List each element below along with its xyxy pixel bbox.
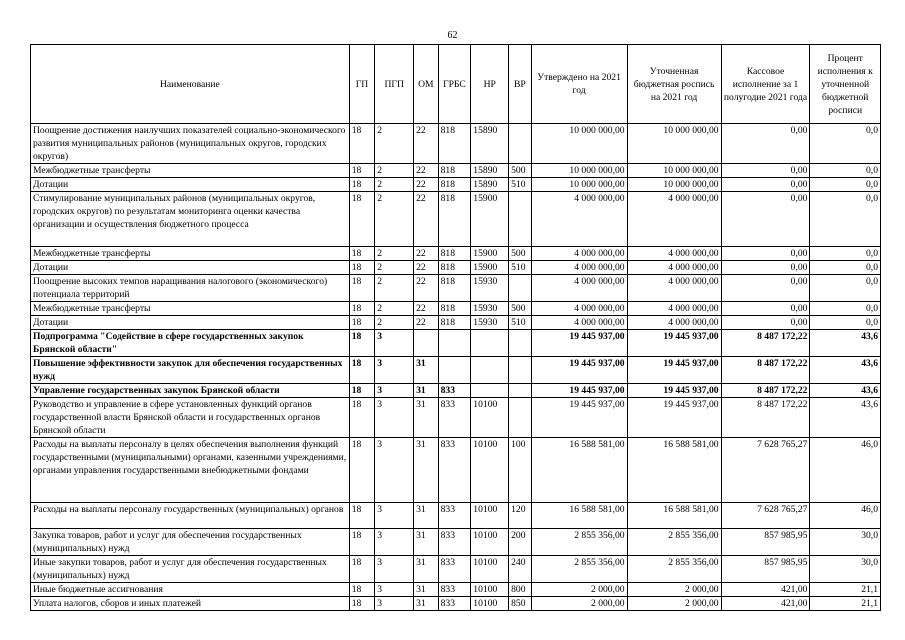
cell-approved: 2 855 356,00 [531,529,627,556]
header-om: ОМ [414,45,439,124]
cell-cash: 0,00 [721,178,810,192]
cell-np: 10100 [471,583,509,597]
cell-pgp: 2 [375,164,414,178]
cell-vr: 100 [509,438,531,503]
cell-np: 10100 [471,438,509,503]
cell-cash: 0,00 [721,247,810,261]
cell-grbs: 818 [438,178,471,192]
cell-om: 31 [414,398,439,438]
cell-om [414,330,439,357]
cell-pgp: 3 [375,330,414,357]
cell-gp: 18 [349,503,375,529]
cell-gp: 18 [349,261,375,275]
cell-np: 10100 [471,556,509,583]
cell-cash: 421,00 [721,597,810,611]
cell-vr [509,357,531,384]
cell-cash: 0,00 [721,275,810,302]
cell-name: Дотации [31,261,350,275]
cell-approved: 4 000 000,00 [531,316,627,330]
cell-percent: 0,0 [810,124,881,164]
cell-om: 22 [414,316,439,330]
cell-pgp: 2 [375,302,414,316]
cell-pgp: 2 [375,316,414,330]
cell-approved: 4 000 000,00 [531,275,627,302]
cell-approved: 2 000,00 [531,597,627,611]
cell-grbs: 818 [438,247,471,261]
cell-om: 22 [414,302,439,316]
table-row [31,384,881,398]
cell-refined: 4 000 000,00 [627,316,721,330]
cell-refined: 4 000 000,00 [627,302,721,316]
cell-refined: 2 855 356,00 [627,556,721,583]
cell-om: 31 [414,503,439,529]
table-row [31,192,881,247]
cell-np: 10100 [471,529,509,556]
cell-approved: 19 445 937,00 [531,384,627,398]
header-vr: ВР [509,45,531,124]
cell-np: 15930 [471,302,509,316]
header-approved: Утверждено на 2021 год [531,45,627,124]
cell-approved: 19 445 937,00 [531,330,627,357]
cell-name: Расходы на выплаты персоналу государственных (муниципальных) органов [31,503,350,529]
cell-pgp: 3 [375,438,414,503]
table-row [31,275,881,302]
cell-vr: 510 [509,178,531,192]
cell-name: Межбюджетные трансферты [31,302,350,316]
cell-grbs: 833 [438,529,471,556]
cell-name: Поощрение достижения наилучших показателей социально-экономического развития муниципальных районов (муниципальных округов, городских округов) [31,124,350,164]
cell-refined: 19 445 937,00 [627,384,721,398]
cell-np: 15890 [471,178,509,192]
cell-grbs: 833 [438,384,471,398]
cell-name: Управление государственных закупок Брянской области [31,384,350,398]
cell-vr: 500 [509,164,531,178]
cell-om: 31 [414,384,439,398]
cell-pgp: 2 [375,192,414,247]
cell-np: 15900 [471,261,509,275]
cell-gp: 18 [349,192,375,247]
cell-vr [509,384,531,398]
cell-approved: 19 445 937,00 [531,357,627,384]
cell-refined: 2 855 356,00 [627,529,721,556]
cell-cash: 8 487 172,22 [721,384,810,398]
cell-name: Дотации [31,178,350,192]
cell-refined: 16 588 581,00 [627,503,721,529]
cell-percent: 30,0 [810,556,881,583]
cell-np: 15900 [471,192,509,247]
cell-percent: 0,0 [810,302,881,316]
cell-percent: 43,6 [810,384,881,398]
cell-pgp: 3 [375,357,414,384]
header-pgp: ПГП [375,45,414,124]
cell-cash: 0,00 [721,124,810,164]
cell-np: 10100 [471,503,509,529]
table-row [31,178,881,192]
table-row [31,316,881,330]
cell-refined: 19 445 937,00 [627,398,721,438]
cell-gp: 18 [349,597,375,611]
cell-om: 22 [414,275,439,302]
cell-gp: 18 [349,398,375,438]
cell-percent: 0,0 [810,247,881,261]
cell-cash: 857 985,95 [721,529,810,556]
header-refined: Уточненная бюджетная роспись на 2021 год [627,45,721,124]
cell-percent: 0,0 [810,164,881,178]
cell-refined: 16 588 581,00 [627,438,721,503]
cell-name: Дотации [31,316,350,330]
header-name: Наименование [31,45,350,124]
cell-cash: 857 985,95 [721,556,810,583]
cell-np: 10100 [471,398,509,438]
cell-grbs: 833 [438,597,471,611]
cell-gp: 18 [349,302,375,316]
cell-om: 22 [414,261,439,275]
cell-name: Закупка товаров, работ и услуг для обеспечения государственных (муниципальных) нужд [31,529,350,556]
header-percent: Процент исполнения к уточненной бюджетной росписи [810,45,881,124]
cell-percent: 0,0 [810,178,881,192]
cell-grbs: 818 [438,275,471,302]
cell-vr: 510 [509,316,531,330]
cell-refined: 4 000 000,00 [627,261,721,275]
cell-vr: 200 [509,529,531,556]
header-row [31,45,881,124]
cell-cash: 0,00 [721,261,810,275]
cell-vr [509,275,531,302]
cell-refined: 4 000 000,00 [627,275,721,302]
cell-cash: 7 628 765,27 [721,438,810,503]
cell-vr: 800 [509,583,531,597]
cell-name: Межбюджетные трансферты [31,164,350,178]
cell-name: Поощрение высоких темпов наращивания налогового (экономического) потенциала территорий [31,275,350,302]
cell-grbs: 818 [438,261,471,275]
table-row [31,529,881,556]
cell-np: 15900 [471,247,509,261]
cell-pgp: 2 [375,247,414,261]
header-grbs: ГРБС [438,45,471,124]
cell-np [471,384,509,398]
cell-percent: 46,0 [810,438,881,503]
cell-np [471,357,509,384]
cell-approved: 2 000,00 [531,583,627,597]
cell-vr [509,330,531,357]
cell-pgp: 3 [375,503,414,529]
cell-vr: 510 [509,261,531,275]
cell-pgp: 3 [375,398,414,438]
cell-gp: 18 [349,357,375,384]
cell-om: 22 [414,164,439,178]
cell-pgp: 3 [375,384,414,398]
cell-gp: 18 [349,316,375,330]
cell-pgp: 3 [375,556,414,583]
cell-name: Стимулирование муниципальных районов (муниципальных округов, городских округов) по результатам мониторинга оценки качества организации и осуществления бюджетного процесса [31,192,350,247]
cell-grbs: 818 [438,164,471,178]
cell-refined: 10 000 000,00 [627,178,721,192]
cell-percent: 43,6 [810,330,881,357]
header-np: НР [471,45,509,124]
cell-pgp: 2 [375,261,414,275]
table-row [31,398,881,438]
cell-gp: 18 [349,556,375,583]
cell-cash: 8 487 172,22 [721,398,810,438]
cell-percent: 21,1 [810,583,881,597]
cell-percent: 0,0 [810,192,881,247]
cell-gp: 18 [349,164,375,178]
cell-name: Расходы на выплаты персоналу в целях обеспечения выполнения функций государственными (муниципальными) органами, казенными учреждениями, органами управления государственными внебюджетными фондами [31,438,350,503]
cell-om: 31 [414,357,439,384]
cell-gp: 18 [349,124,375,164]
cell-approved: 2 855 356,00 [531,556,627,583]
cell-gp: 18 [349,438,375,503]
cell-cash: 8 487 172,22 [721,330,810,357]
cell-refined: 19 445 937,00 [627,330,721,357]
cell-percent: 43,6 [810,398,881,438]
cell-gp: 18 [349,583,375,597]
cell-vr: 240 [509,556,531,583]
cell-vr [509,192,531,247]
cell-gp: 18 [349,178,375,192]
cell-np: 10100 [471,597,509,611]
cell-grbs [438,357,471,384]
cell-om: 31 [414,438,439,503]
cell-name: Руководство и управление в сфере установленных функций органов государственной власти Брянской области и государственных органов Брянской области [31,398,350,438]
cell-np: 15890 [471,164,509,178]
cell-cash: 0,00 [721,302,810,316]
cell-om: 31 [414,597,439,611]
cell-name: Уплата налогов, сборов и иных платежей [31,597,350,611]
table-row [31,556,881,583]
cell-approved: 10 000 000,00 [531,124,627,164]
cell-cash: 0,00 [721,164,810,178]
cell-np [471,330,509,357]
cell-percent: 21,1 [810,597,881,611]
table-row [31,357,881,384]
cell-cash: 0,00 [721,192,810,247]
cell-refined: 10 000 000,00 [627,124,721,164]
cell-om: 22 [414,192,439,247]
cell-np: 15890 [471,124,509,164]
cell-name: Иные закупки товаров, работ и услуг для обеспечения государственных (муниципальных) нужд [31,556,350,583]
cell-refined: 2 000,00 [627,597,721,611]
cell-name: Межбюджетные трансферты [31,247,350,261]
table-row [31,302,881,316]
cell-percent: 0,0 [810,261,881,275]
cell-grbs: 833 [438,398,471,438]
cell-vr: 500 [509,302,531,316]
cell-name: Подпрограмма "Содействие в сфере государственных закупок Брянской области" [31,330,350,357]
cell-approved: 16 588 581,00 [531,503,627,529]
table-row [31,583,881,597]
cell-approved: 4 000 000,00 [531,261,627,275]
cell-gp: 18 [349,247,375,261]
cell-refined: 4 000 000,00 [627,247,721,261]
cell-approved: 4 000 000,00 [531,302,627,316]
cell-percent: 43,6 [810,357,881,384]
cell-gp: 18 [349,384,375,398]
table-row [31,247,881,261]
cell-percent: 46,0 [810,503,881,529]
cell-name: Повышение эффективности закупок для обеспечения государственных нужд [31,357,350,384]
cell-grbs: 818 [438,192,471,247]
budget-table [30,44,881,611]
cell-np: 15930 [471,316,509,330]
cell-om: 31 [414,529,439,556]
cell-grbs: 818 [438,124,471,164]
cell-refined: 4 000 000,00 [627,192,721,247]
cell-approved: 19 445 937,00 [531,398,627,438]
table-row [31,164,881,178]
cell-approved: 10 000 000,00 [531,178,627,192]
cell-grbs: 833 [438,438,471,503]
cell-pgp: 2 [375,275,414,302]
cell-om: 31 [414,583,439,597]
cell-grbs: 833 [438,503,471,529]
cell-gp: 18 [349,330,375,357]
cell-approved: 4 000 000,00 [531,247,627,261]
cell-refined: 19 445 937,00 [627,357,721,384]
page-number: 62 [447,30,458,41]
cell-grbs [438,330,471,357]
cell-om: 22 [414,178,439,192]
cell-om: 22 [414,247,439,261]
cell-np: 15930 [471,275,509,302]
table-row [31,261,881,275]
cell-pgp: 2 [375,124,414,164]
cell-gp: 18 [349,529,375,556]
table-row [31,503,881,529]
cell-percent: 0,0 [810,316,881,330]
cell-name: Иные бюджетные ассигнования [31,583,350,597]
cell-pgp: 3 [375,597,414,611]
cell-vr [509,124,531,164]
cell-grbs: 833 [438,583,471,597]
cell-pgp: 3 [375,583,414,597]
cell-gp: 18 [349,275,375,302]
cell-refined: 2 000,00 [627,583,721,597]
cell-cash: 8 487 172,22 [721,357,810,384]
cell-approved: 10 000 000,00 [531,164,627,178]
cell-approved: 4 000 000,00 [531,192,627,247]
cell-om: 22 [414,124,439,164]
cell-pgp: 2 [375,178,414,192]
table-row [31,597,881,611]
cell-cash: 421,00 [721,583,810,597]
cell-percent: 30,0 [810,529,881,556]
cell-pgp: 3 [375,529,414,556]
table-row [31,124,881,164]
cell-vr: 120 [509,503,531,529]
cell-grbs: 818 [438,316,471,330]
header-gp: ГП [349,45,375,124]
cell-approved: 16 588 581,00 [531,438,627,503]
table-body [31,124,881,611]
table-row [31,438,881,503]
cell-grbs: 833 [438,556,471,583]
header-cash: Кассовое исполнение за 1 полугодие 2021 года [721,45,810,124]
table-row [31,330,881,357]
cell-percent: 0,0 [810,275,881,302]
cell-grbs: 818 [438,302,471,316]
cell-cash: 0,00 [721,316,810,330]
cell-cash: 7 628 765,27 [721,503,810,529]
cell-refined: 10 000 000,00 [627,164,721,178]
cell-om: 31 [414,556,439,583]
cell-vr [509,398,531,438]
cell-vr: 500 [509,247,531,261]
cell-vr: 850 [509,597,531,611]
